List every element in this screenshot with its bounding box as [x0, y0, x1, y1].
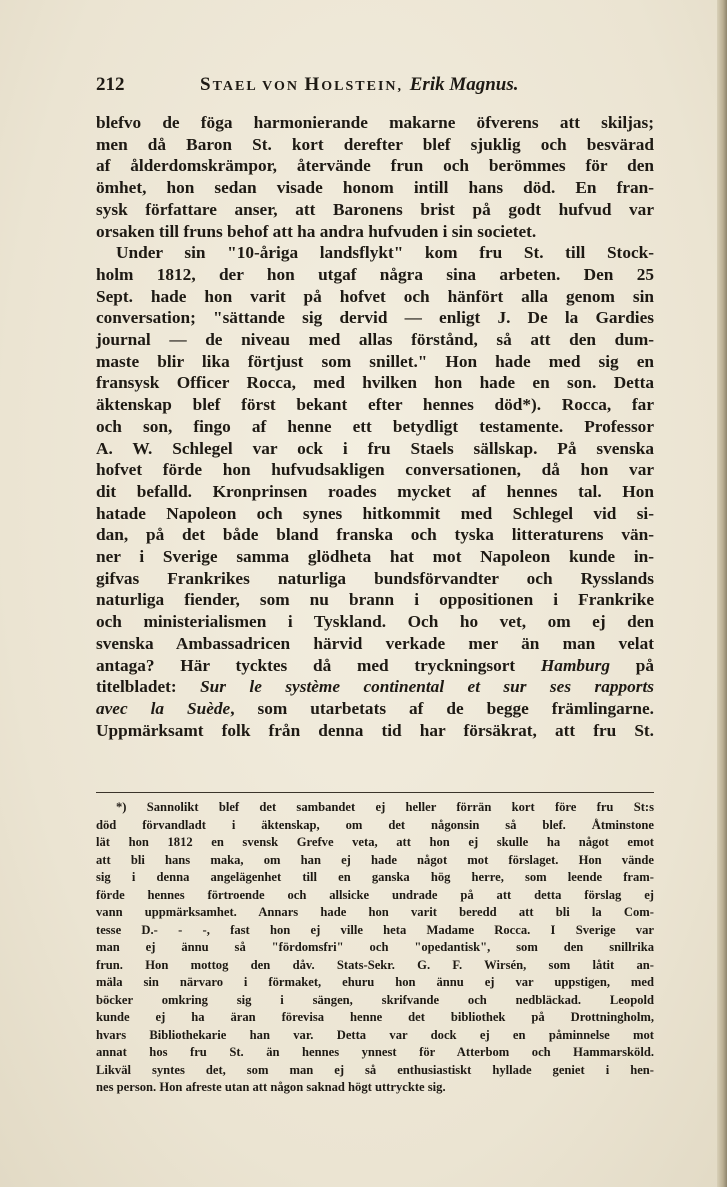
text-line: Sept. hade hon varit på hofvet och hänfört alla genom sin — [96, 286, 654, 306]
italic-book-title: Sur le système continental et sur ses rapports — [200, 677, 655, 697]
italic-place-name: Hamburg — [540, 655, 611, 675]
text-line: avec la Suède, som utarbetats af de begge främlingarne. — [96, 698, 655, 718]
footnote-line: Likväl syntes det, som man ej så enthusiastiskt hyllade geniet i hen- — [96, 1062, 654, 1077]
text-line: hofvet förde hon hufvudsakligen conversationen, då hon var — [96, 460, 654, 480]
main-text — [96, 112, 654, 741]
footnote-line: *) Sannolikt blef det sambandet ej heller förrän kort före fru St:s — [116, 800, 654, 814]
footnote-line: att bli hans maka, om han ej hade något mot förslaget. Hon vände — [96, 852, 654, 867]
text-line: och son, fingo af henne ett betydligt testamente. Professor — [96, 416, 654, 436]
footnote-line: frun. Hon mottog den dåv. Stats-Sekr. G. F. Wirsén, som låtit an- — [96, 957, 654, 972]
text-line: holm 1812, der hon utgaf några sina arbeten. Den 25 — [96, 264, 654, 284]
text-line: naturliga fiender, som nu brann i oppositionen i Frankrike — [96, 590, 654, 610]
text-line: conversation; "sättande sig dervid — enligt J. De la Gardies — [96, 308, 654, 328]
italic-book-title-cont: avec la Suède — [96, 698, 231, 718]
footnote-line: man ej ännu så "fördomsfri" och "opedantisk", som den snillrika — [96, 940, 654, 954]
footnote-line: tesse D.- - -, fast hon ej ville heta Madame Rocca. I Sverige var — [96, 922, 654, 937]
footnote — [96, 799, 654, 1097]
text-line: blefvo de föga harmonierande makarne öfverens att skiljas; — [96, 113, 654, 132]
footnote-line: förde hennes förtroende och allsicke undrade på att detta förslag ej — [96, 887, 654, 902]
text-line: Uppmärksamt folk från denna tid har försäkrat, att fru St. — [96, 720, 654, 740]
footnote-line: nes person. Hon afreste utan att någon saknad högt uttryckte sig. — [96, 1080, 446, 1094]
page-number: 212 — [96, 74, 125, 95]
text-line: af ålderdomskrämpor, återvände frun och berömmes för den — [96, 156, 654, 176]
text-line: fransysk Officer Rocca, med hvilken hon hade en son. Detta — [96, 373, 654, 393]
text-line: antaga? Här tycktes då med tryckningsort Hamburg på — [96, 655, 654, 675]
text-line: Under sin "10-åriga landsflykt" kom fru St. till Stock- — [116, 243, 654, 263]
text-line: dan, på det både bland franska och tyska litteraturens vän- — [96, 525, 654, 545]
text-line: orsaken till fruns behof att ha andra hufvuden i sin societet. — [96, 221, 537, 241]
text-line: ömhet, hon sedan visade honom intill hans död. En fran- — [96, 178, 654, 198]
text-line: dit befalld. Kronprinsen roades mycket af hennes tal. Hon — [96, 481, 654, 501]
text-line: ner i Sverige samma glödheta hat mot Napoleon kunde in- — [96, 547, 654, 567]
page-edge — [717, 0, 727, 1187]
text-line: journal — de niveau med allas förstånd, så att den dum- — [96, 330, 654, 350]
footnote-line: annat hos fru St. än hennes ynnest för Atterbom och Hammarsköld. — [96, 1045, 654, 1059]
footnote-line: lät hon 1812 en svensk Grefve veta, att hon ej skulle ha något emot — [96, 835, 654, 849]
text-line: och ministerialismen i Tyskland. Och ho vet, om ej den — [96, 612, 654, 632]
footnote-line: mäla sin närvaro i förmaket, ehuru hon ännu ej var uppstigen, med — [96, 975, 654, 989]
footnote-line: död förvandladt i äktenskap, om det någonsin så blef. Åtminstone — [96, 817, 654, 832]
text-line: sysk författare anser, att Baronens brist på godt hufvud var — [96, 199, 654, 219]
text-line: gifvas Frankrikes naturliga bundsförvandter och Rysslands — [96, 568, 654, 588]
text-line: äktenskap blef först bekant efter hennes död*). Rocca, far — [96, 395, 654, 415]
text-line: svenska Ambassadricen härvid verkade mer än man velat — [96, 633, 654, 653]
text-line: A. W. Schlegel var ock i fru Staels sällskap. På svenska — [96, 438, 654, 458]
footnote-line: sig i denna angelägenhet till en ganska hög herre, som leende fram- — [96, 870, 654, 884]
footnote-line: hvars Bibliothekarie han var. Detta var dock ej en påminnelse mot — [96, 1027, 654, 1042]
footnote-line: vann uppmärksamhet. Annars hade hon varit beredd att bli la Com- — [96, 905, 654, 919]
text-line: hatade Napoleon och synes hitkommit med Schlegel vid si- — [96, 503, 654, 523]
text-line: men då Baron St. kort derefter blef sjuklig och besvärad — [96, 134, 654, 154]
footnote-line: kunde ej ha äran förevisa henne det bibliothek på Drottningholm, — [96, 1010, 654, 1024]
text-line: maste blir lika förtjust som snillet." Hon hade med sig en — [96, 351, 654, 371]
header-author: STAEL VON HOLSTEIN, Erik Magnus. — [200, 74, 519, 95]
header-work-title: Erik Magnus. — [409, 74, 519, 95]
footnote-line: böcker omkring sig i sängen, skrifvande och nedbläckad. Leopold — [96, 992, 654, 1007]
footnote-rule — [96, 792, 654, 793]
text-line: titelbladet: Sur le système continental et sur ses rapports — [96, 677, 655, 697]
running-head — [96, 74, 656, 98]
